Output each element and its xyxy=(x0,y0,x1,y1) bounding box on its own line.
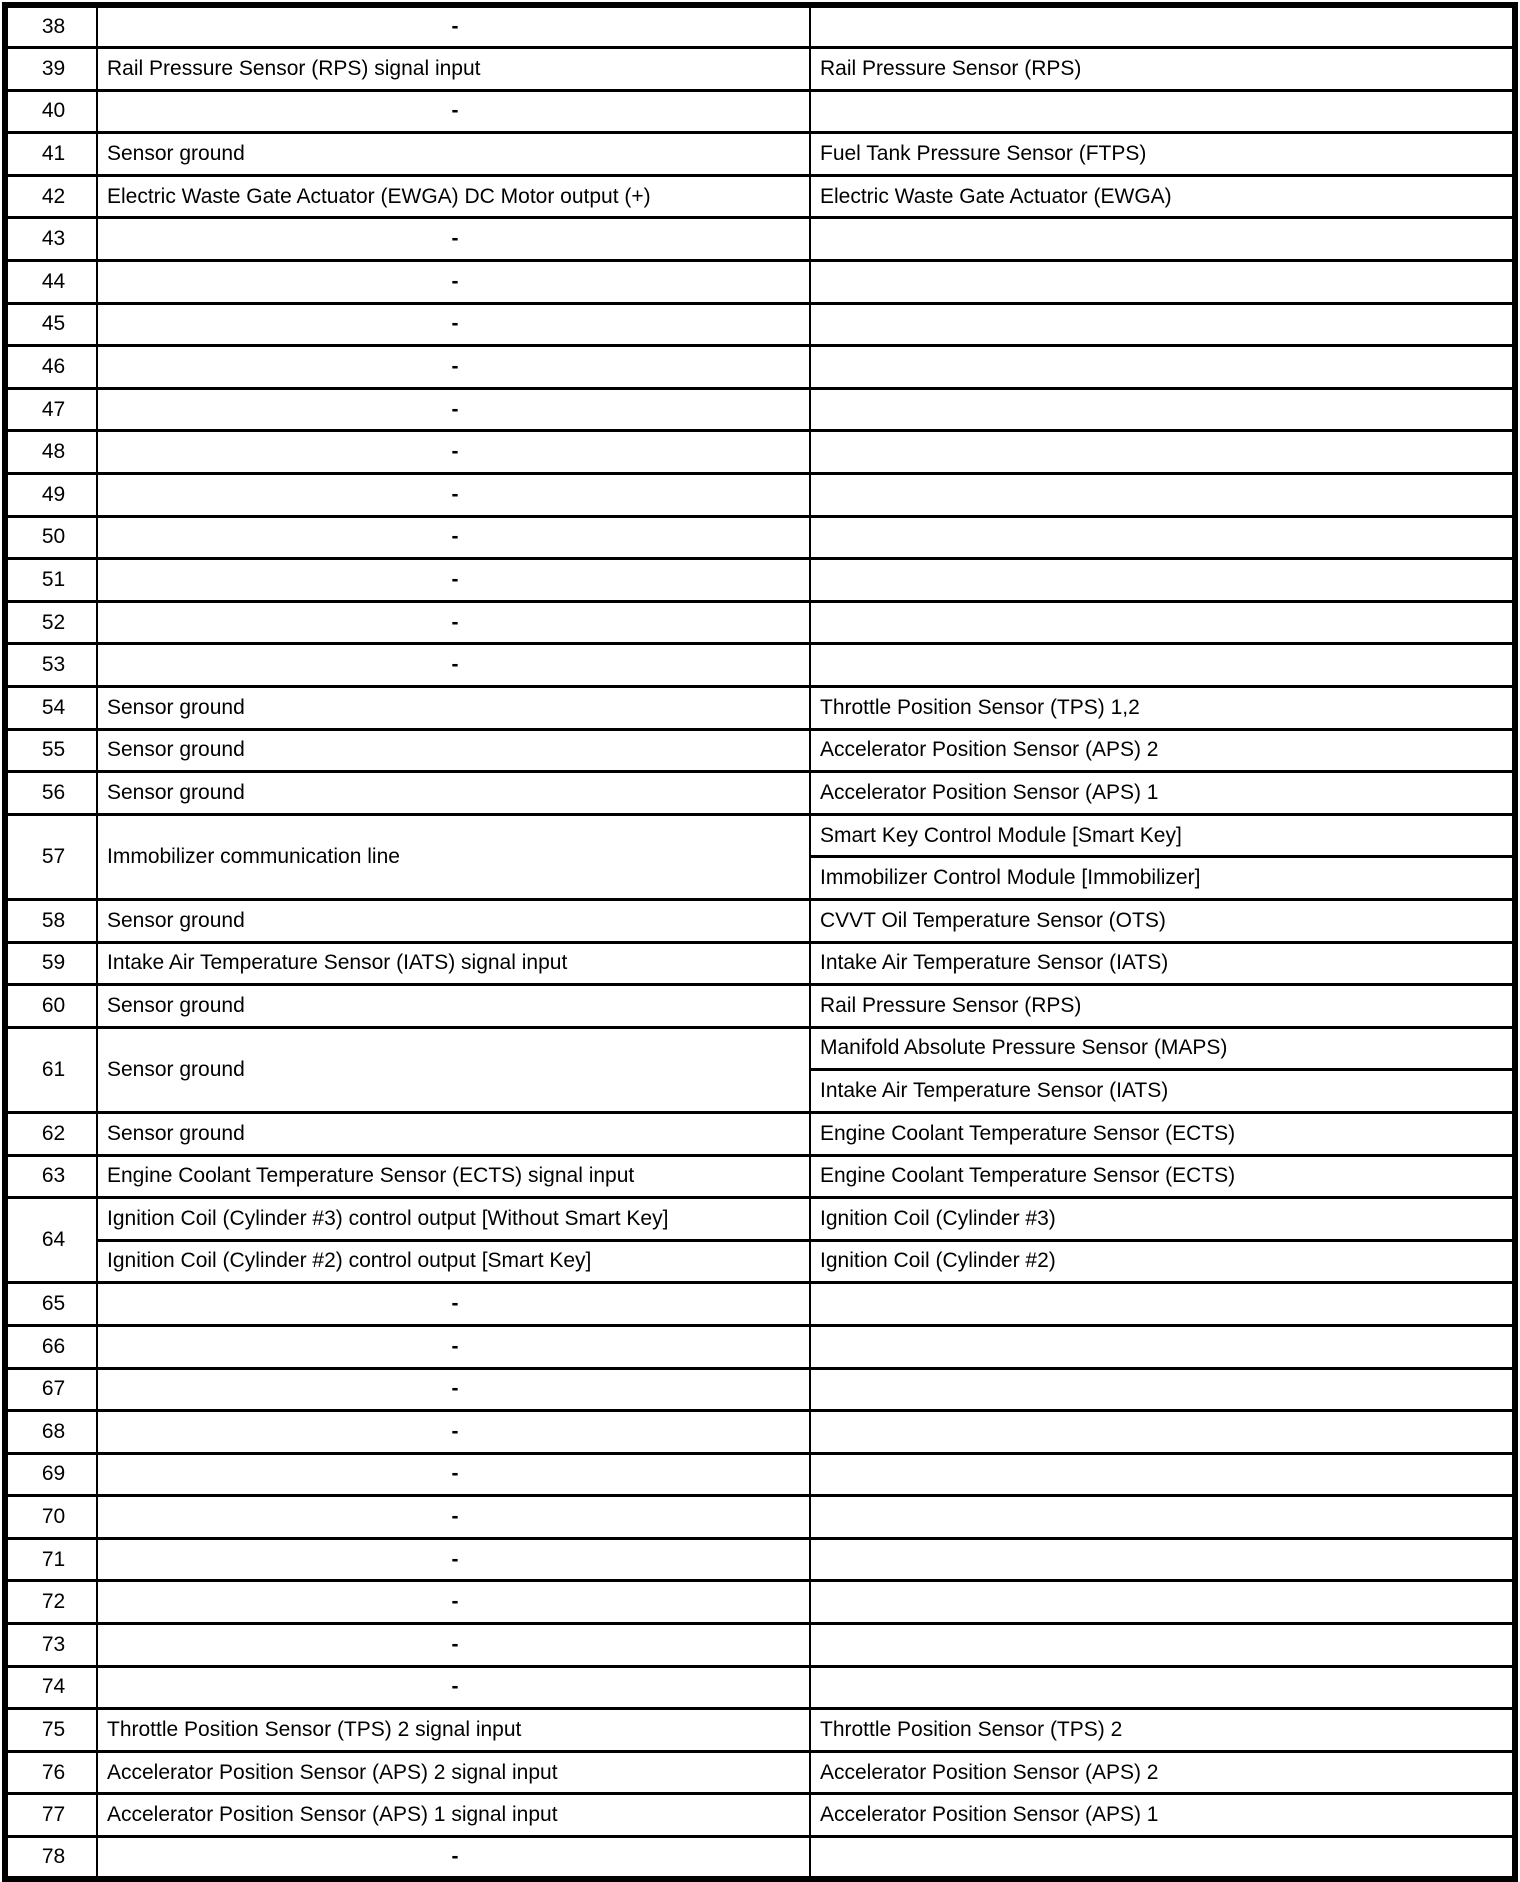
pin-function-cell: - xyxy=(97,1581,810,1624)
pin-function-cell: - xyxy=(97,218,810,261)
pin-function-cell: Sensor ground xyxy=(97,1027,810,1112)
pin-number-cell: 72 xyxy=(5,1581,97,1624)
pinout-table-body xyxy=(5,5,1515,1879)
connected-component-cell xyxy=(810,303,1515,346)
connected-component-cell: Throttle Position Sensor (TPS) 1,2 xyxy=(810,687,1515,730)
table-row xyxy=(5,1453,1515,1496)
table-row xyxy=(5,516,1515,559)
table-row xyxy=(5,48,1515,91)
connected-component-cell xyxy=(810,1325,1515,1368)
pin-number-cell: 45 xyxy=(5,303,97,346)
pin-number-cell: 64 xyxy=(5,1198,97,1283)
connected-component-cell: Intake Air Temperature Sensor (IATS) xyxy=(810,942,1515,985)
table-row xyxy=(5,1411,1515,1454)
pin-number-cell: 70 xyxy=(5,1496,97,1539)
table-row xyxy=(5,1581,1515,1624)
pin-number-cell: 61 xyxy=(5,1027,97,1112)
table-row xyxy=(5,644,1515,687)
table-row xyxy=(5,1155,1515,1198)
connected-component-cell: Intake Air Temperature Sensor (IATS) xyxy=(810,1070,1515,1113)
connected-component-cell: Fuel Tank Pressure Sensor (FTPS) xyxy=(810,133,1515,176)
connected-component-cell xyxy=(810,218,1515,261)
connected-component-cell xyxy=(810,90,1515,133)
pin-number-cell: 65 xyxy=(5,1283,97,1326)
table-row xyxy=(5,1751,1515,1794)
pin-number-cell: 44 xyxy=(5,261,97,304)
table-row xyxy=(5,1624,1515,1667)
connected-component-cell xyxy=(810,1538,1515,1581)
table-row xyxy=(5,1837,1515,1880)
pin-number-cell: 67 xyxy=(5,1368,97,1411)
pin-number-cell: 76 xyxy=(5,1751,97,1794)
table-row xyxy=(5,218,1515,261)
pin-number-cell: 63 xyxy=(5,1155,97,1198)
table-row xyxy=(5,431,1515,474)
pin-number-cell: 50 xyxy=(5,516,97,559)
table-row xyxy=(5,346,1515,389)
pin-number-cell: 48 xyxy=(5,431,97,474)
pin-function-cell: Throttle Position Sensor (TPS) 2 signal input xyxy=(97,1709,810,1752)
pin-function-cell: - xyxy=(97,346,810,389)
pin-number-cell: 73 xyxy=(5,1624,97,1667)
pin-function-cell: Sensor ground xyxy=(97,133,810,176)
pin-function-cell: Ignition Coil (Cylinder #2) control output [Smart Key] xyxy=(97,1240,810,1283)
connected-component-cell xyxy=(810,1453,1515,1496)
pin-function-cell: Rail Pressure Sensor (RPS) signal input xyxy=(97,48,810,91)
pin-number-cell: 41 xyxy=(5,133,97,176)
pin-function-cell: - xyxy=(97,303,810,346)
table-row xyxy=(5,303,1515,346)
connected-component-cell: Accelerator Position Sensor (APS) 1 xyxy=(810,772,1515,815)
pin-number-cell: 77 xyxy=(5,1794,97,1837)
pin-function-cell: - xyxy=(97,431,810,474)
pin-function-cell: Sensor ground xyxy=(97,729,810,772)
pin-function-cell: - xyxy=(97,1837,810,1880)
pin-function-cell: Accelerator Position Sensor (APS) 2 signal input xyxy=(97,1751,810,1794)
connected-component-cell: Ignition Coil (Cylinder #2) xyxy=(810,1240,1515,1283)
table-row xyxy=(5,985,1515,1028)
connected-component-cell xyxy=(810,1283,1515,1326)
pin-number-cell: 52 xyxy=(5,601,97,644)
pin-number-cell: 40 xyxy=(5,90,97,133)
pin-function-cell: Intake Air Temperature Sensor (IATS) signal input xyxy=(97,942,810,985)
pin-function-cell: - xyxy=(97,516,810,559)
pin-function-cell: Ignition Coil (Cylinder #3) control output [Without Smart Key] xyxy=(97,1198,810,1241)
connector-pinout-table xyxy=(2,2,1518,1882)
table-row xyxy=(5,388,1515,431)
table-row xyxy=(5,1496,1515,1539)
table-row xyxy=(5,814,1515,857)
pin-number-cell: 39 xyxy=(5,48,97,91)
table-row xyxy=(5,1198,1515,1241)
connected-component-cell xyxy=(810,346,1515,389)
pin-number-cell: 43 xyxy=(5,218,97,261)
connected-component-cell xyxy=(810,559,1515,602)
connected-component-cell xyxy=(810,601,1515,644)
connected-component-cell xyxy=(810,1837,1515,1880)
table-row xyxy=(5,175,1515,218)
connected-component-cell xyxy=(810,1368,1515,1411)
pin-number-cell: 51 xyxy=(5,559,97,602)
pin-function-cell: - xyxy=(97,1624,810,1667)
pin-function-cell: Sensor ground xyxy=(97,1112,810,1155)
pin-function-cell: - xyxy=(97,90,810,133)
pin-number-cell: 42 xyxy=(5,175,97,218)
connected-component-cell: Rail Pressure Sensor (RPS) xyxy=(810,985,1515,1028)
table-row xyxy=(5,261,1515,304)
table-row xyxy=(5,1368,1515,1411)
connected-component-cell xyxy=(810,1666,1515,1709)
table-row xyxy=(5,1112,1515,1155)
pin-function-cell: - xyxy=(97,1325,810,1368)
pin-function-cell: - xyxy=(97,388,810,431)
table-row xyxy=(5,1538,1515,1581)
pin-number-cell: 55 xyxy=(5,729,97,772)
connected-component-cell: Ignition Coil (Cylinder #3) xyxy=(810,1198,1515,1241)
pin-function-cell: - xyxy=(97,474,810,517)
pin-number-cell: 62 xyxy=(5,1112,97,1155)
connected-component-cell: Accelerator Position Sensor (APS) 2 xyxy=(810,729,1515,772)
table-row xyxy=(5,1283,1515,1326)
table-row xyxy=(5,1709,1515,1752)
pin-function-cell: Sensor ground xyxy=(97,687,810,730)
connected-component-cell xyxy=(810,388,1515,431)
pin-number-cell: 59 xyxy=(5,942,97,985)
pin-number-cell: 69 xyxy=(5,1453,97,1496)
table-row xyxy=(5,474,1515,517)
connected-component-cell: Immobilizer Control Module [Immobilizer] xyxy=(810,857,1515,900)
table-row xyxy=(5,687,1515,730)
table-row xyxy=(5,729,1515,772)
connected-component-cell xyxy=(810,5,1515,48)
connected-component-cell xyxy=(810,1411,1515,1454)
connected-component-cell xyxy=(810,1581,1515,1624)
connected-component-cell: Throttle Position Sensor (TPS) 2 xyxy=(810,1709,1515,1752)
pin-number-cell: 56 xyxy=(5,772,97,815)
connected-component-cell: Engine Coolant Temperature Sensor (ECTS) xyxy=(810,1112,1515,1155)
pin-number-cell: 60 xyxy=(5,985,97,1028)
pin-function-cell: Engine Coolant Temperature Sensor (ECTS) signal input xyxy=(97,1155,810,1198)
table-row xyxy=(5,1325,1515,1368)
pin-function-cell: Accelerator Position Sensor (APS) 1 signal input xyxy=(97,1794,810,1837)
pin-number-cell: 71 xyxy=(5,1538,97,1581)
pin-function-cell: - xyxy=(97,5,810,48)
pin-function-cell: Sensor ground xyxy=(97,985,810,1028)
connected-component-cell: Electric Waste Gate Actuator (EWGA) xyxy=(810,175,1515,218)
pin-function-cell: - xyxy=(97,1283,810,1326)
pin-number-cell: 68 xyxy=(5,1411,97,1454)
pin-number-cell: 74 xyxy=(5,1666,97,1709)
pin-number-cell: 49 xyxy=(5,474,97,517)
connected-component-cell: Manifold Absolute Pressure Sensor (MAPS) xyxy=(810,1027,1515,1070)
connected-component-cell xyxy=(810,474,1515,517)
pin-number-cell: 53 xyxy=(5,644,97,687)
table-row xyxy=(5,942,1515,985)
connected-component-cell: Accelerator Position Sensor (APS) 2 xyxy=(810,1751,1515,1794)
pin-function-cell: - xyxy=(97,644,810,687)
connected-component-cell: Accelerator Position Sensor (APS) 1 xyxy=(810,1794,1515,1837)
pin-function-cell: - xyxy=(97,1496,810,1539)
pin-function-cell: - xyxy=(97,1453,810,1496)
pin-number-cell: 54 xyxy=(5,687,97,730)
connected-component-cell: Rail Pressure Sensor (RPS) xyxy=(810,48,1515,91)
pin-function-cell: Electric Waste Gate Actuator (EWGA) DC Motor output (+) xyxy=(97,175,810,218)
connected-component-cell: Smart Key Control Module [Smart Key] xyxy=(810,814,1515,857)
pin-number-cell: 38 xyxy=(5,5,97,48)
connected-component-cell xyxy=(810,516,1515,559)
connected-component-cell: CVVT Oil Temperature Sensor (OTS) xyxy=(810,899,1515,942)
table-row xyxy=(5,772,1515,815)
pin-function-cell: Sensor ground xyxy=(97,899,810,942)
connected-component-cell: Engine Coolant Temperature Sensor (ECTS) xyxy=(810,1155,1515,1198)
pin-function-cell: - xyxy=(97,601,810,644)
table-row xyxy=(5,1240,1515,1283)
table-row xyxy=(5,559,1515,602)
pin-function-cell: - xyxy=(97,1411,810,1454)
table-row xyxy=(5,601,1515,644)
pin-number-cell: 66 xyxy=(5,1325,97,1368)
pin-function-cell: Immobilizer communication line xyxy=(97,814,810,899)
connected-component-cell xyxy=(810,1624,1515,1667)
pin-number-cell: 58 xyxy=(5,899,97,942)
table-row xyxy=(5,899,1515,942)
pin-function-cell: Sensor ground xyxy=(97,772,810,815)
pin-number-cell: 75 xyxy=(5,1709,97,1752)
connected-component-cell xyxy=(810,431,1515,474)
connected-component-cell xyxy=(810,261,1515,304)
pin-number-cell: 47 xyxy=(5,388,97,431)
pin-function-cell: - xyxy=(97,1666,810,1709)
table-row xyxy=(5,90,1515,133)
table-row xyxy=(5,5,1515,48)
pin-number-cell: 57 xyxy=(5,814,97,899)
table-row xyxy=(5,133,1515,176)
pin-function-cell: - xyxy=(97,1538,810,1581)
table-row xyxy=(5,1027,1515,1070)
pin-function-cell: - xyxy=(97,261,810,304)
table-row xyxy=(5,1794,1515,1837)
pin-function-cell: - xyxy=(97,1368,810,1411)
table-row xyxy=(5,1666,1515,1709)
connected-component-cell xyxy=(810,1496,1515,1539)
pin-number-cell: 46 xyxy=(5,346,97,389)
pin-number-cell: 78 xyxy=(5,1837,97,1880)
connected-component-cell xyxy=(810,644,1515,687)
pin-function-cell: - xyxy=(97,559,810,602)
